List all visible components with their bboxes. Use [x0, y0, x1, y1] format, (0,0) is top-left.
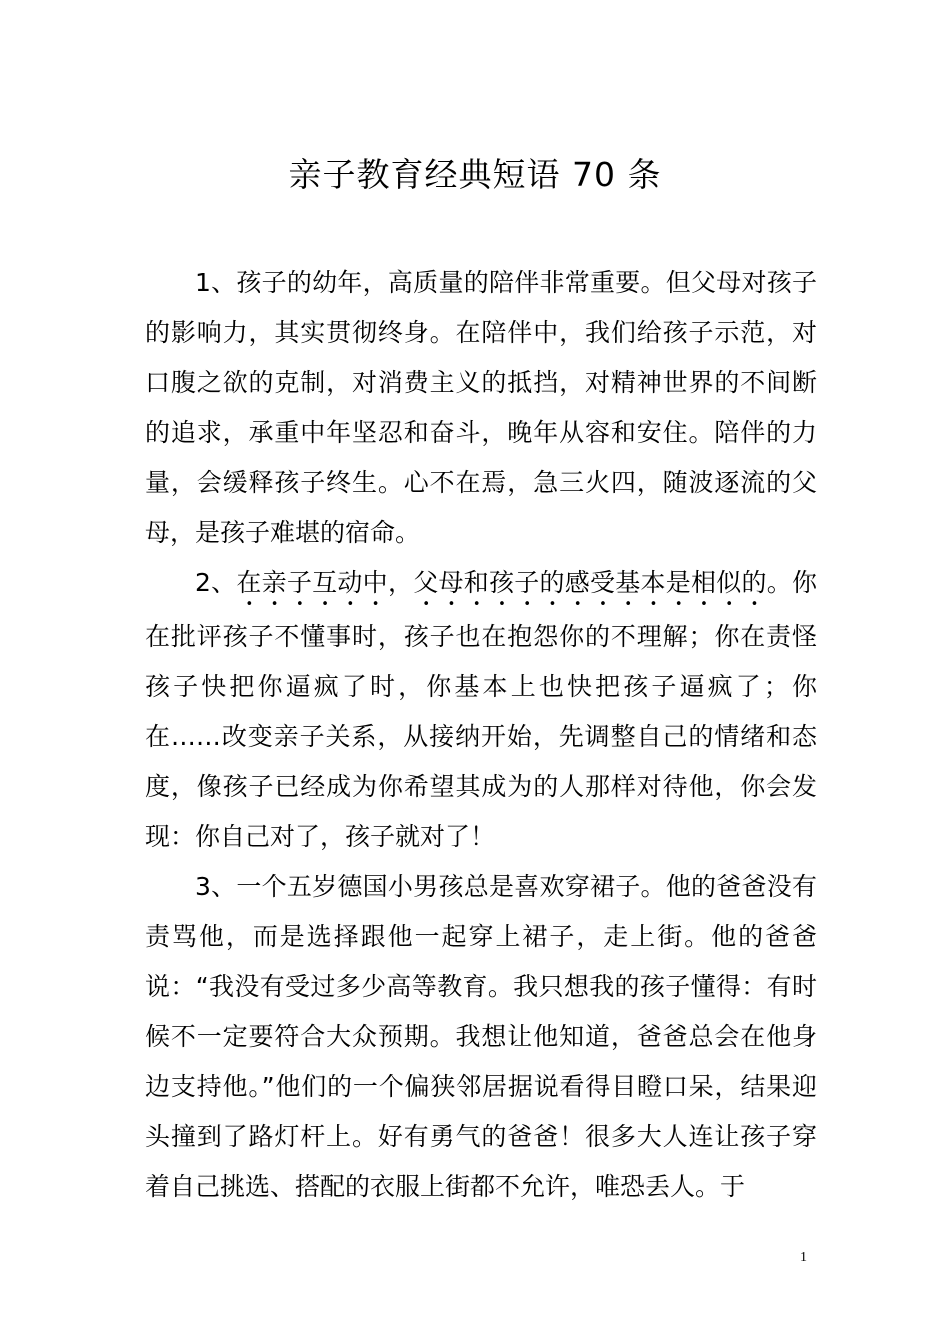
page-number: 1	[800, 1250, 807, 1265]
paragraph-2-text: 你在批评孩子不懂事时，孩子也在抱怨你的不理解；你在责怪孩子快把你逼疯了时，你基本上也快把孩子逼疯了；你在……改变亲子关系，从接纳开始，先调整自己的情绪和态度，像孩子已经成为你希望其成为的人那样对待他，你会发现：你自己对了，孩子就对了！	[145, 568, 817, 851]
paragraph-2	[145, 558, 817, 862]
paragraph-1: 1、孩子的幼年，高质量的陪伴非常重要。但父母对孩子的影响力，其实贯彻终身。在陪伴中，我们给孩子示范，对口腹之欲的克制，对消费主义的抵挡，对精神世界的不间断的追求，承重中年坚忍和奋斗，晚年从容和安住。陪伴的力量，会缓释孩子终生。心不在焉，急三火四，随波逐流的父母，是孩子难堪的宿命。	[145, 268, 817, 547]
emphasized-sentence: 在亲子互动中，父母和孩子的感受基本是相似的。	[236, 568, 792, 597]
paragraph-3: 3、一个五岁德国小男孩总是喜欢穿裙子。他的爸爸没有责骂他，而是选择跟他一起穿上裙子，走上街。他的爸爸说：“我没有受过多少高等教育。我只想我的孩子懂得：有时候不一定要符合大众预期。我想让他知道，爸爸总会在他身边支持他。”他们的一个偏狭邻居据说看得目瞪口呆，结果迎头撞到了路灯杆上。好有勇气的爸爸！很多大人连让孩子穿着自己挑选、搭配的衣服上街都不允许，唯恐丢人。于	[145, 872, 817, 1201]
document-body	[145, 258, 817, 1212]
paragraph-2-number: 2、	[195, 568, 237, 597]
document-title: 亲子教育经典短语 70 条	[288, 155, 662, 194]
